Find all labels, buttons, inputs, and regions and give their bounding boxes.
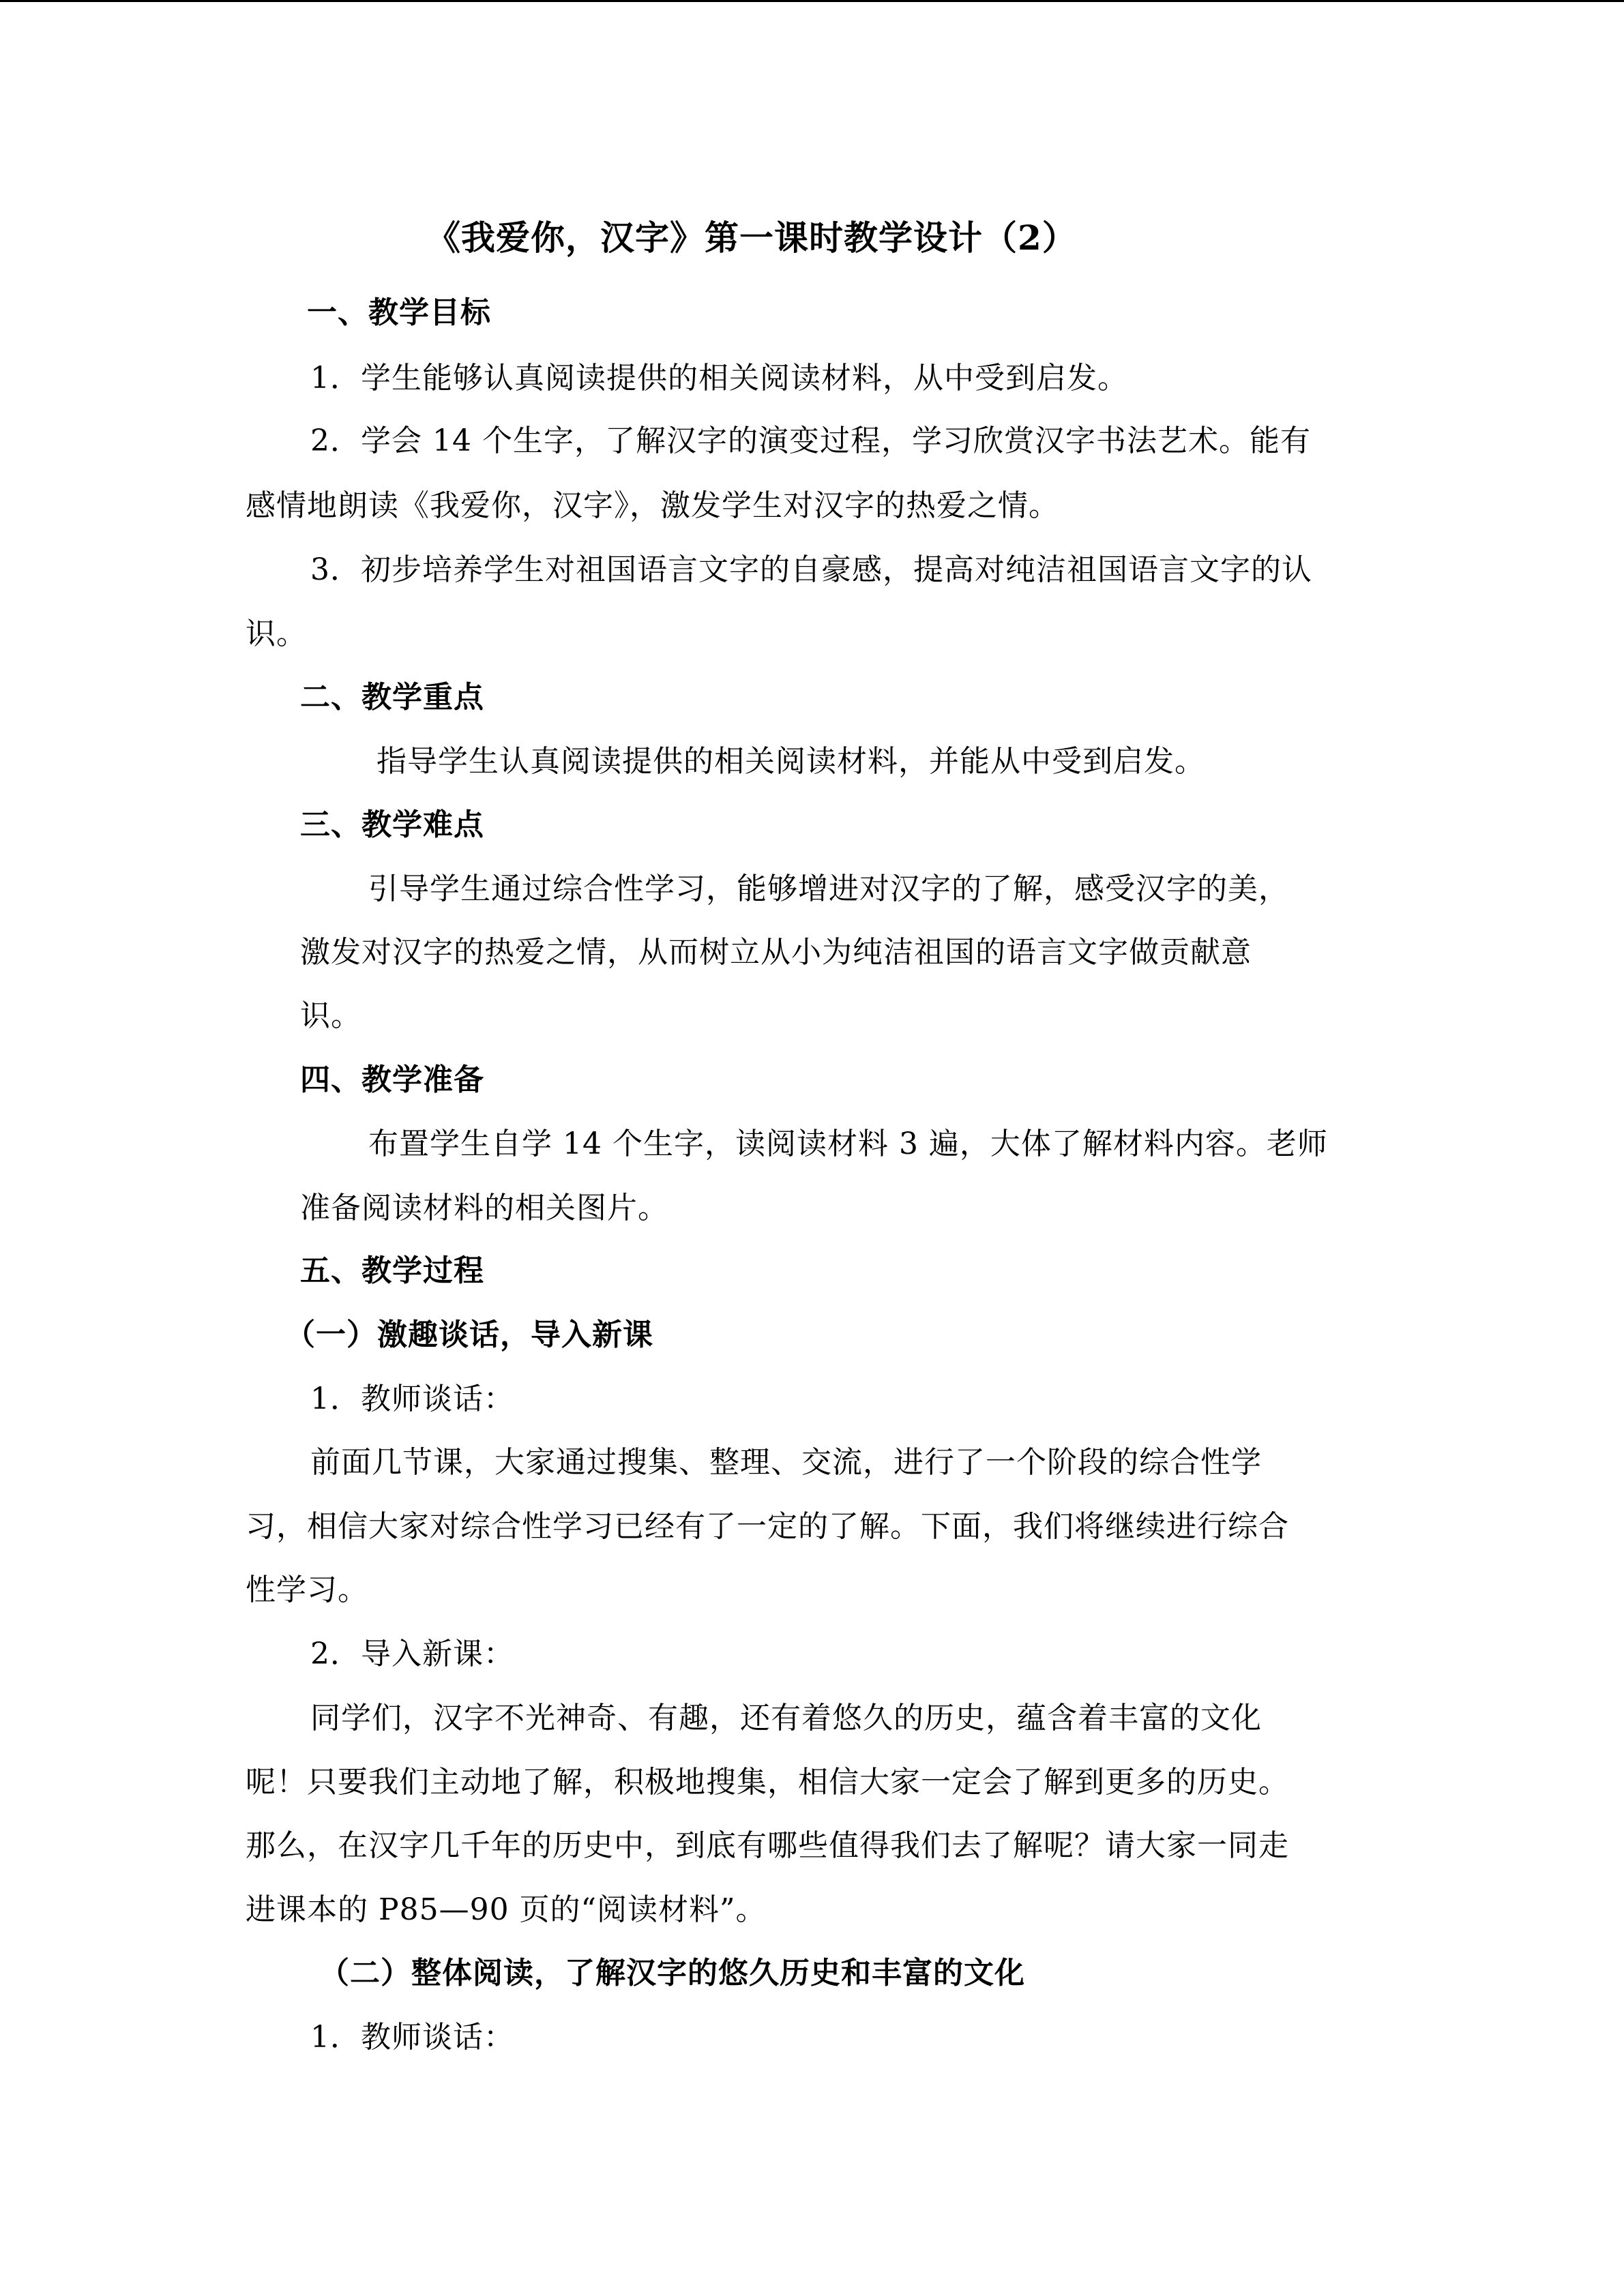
subsection-heading-1: （一）激趣谈话，导入新课 (285, 1317, 653, 1352)
process-paragraph-2-line-2: 呢！只要我们主动地了解，积极地搜集，相信大家一定会了解到更多的历史。 (246, 1765, 1289, 1800)
section-heading-process: 五、教学过程 (300, 1253, 484, 1288)
process-paragraph-1-line-1: 前面几节课，大家通过搜集、整理、交流，进行了一个阶段的综合性学 (310, 1445, 1262, 1480)
top-border-line (0, 0, 1624, 2)
objective-item-2-line-1: 2．学会 14 个生字，了解汉字的演变过程，学习欣赏汉字书法艺术。能有 (310, 423, 1311, 458)
page-title: 《我爱你，汉字》第一课时教学设计（2） (426, 218, 1077, 258)
key-points-text: 指导学生认真阅读提供的相关阅读材料，并能从中受到启发。 (377, 744, 1205, 779)
subsection-heading-2: （二）整体阅读，了解汉字的悠久历史和丰富的文化 (319, 1956, 1025, 1991)
difficulties-line-2: 激发对汉字的热爱之情，从而树立从小为纯洁祖国的语言文字做贡献意 (300, 935, 1252, 970)
process-paragraph-1-line-3: 性学习。 (246, 1572, 368, 1607)
section-heading-objectives: 一、教学目标 (307, 295, 491, 330)
objective-item-3-line-1: 3．初步培养学生对祖国语言文字的自豪感，提高对纯洁祖国语言文字的认 (310, 552, 1312, 587)
difficulties-line-3: 识。 (300, 998, 361, 1033)
process-paragraph-2-line-1: 同学们，汉字不光神奇、有趣，还有着悠久的历史，蕴含着丰富的文化 (310, 1701, 1262, 1735)
process-paragraph-2-line-4: 进课本的 P85—90 页的“阅读材料”。 (246, 1892, 767, 1927)
section-heading-key-points: 二、教学重点 (300, 680, 484, 715)
section-heading-preparation: 四、教学准备 (300, 1062, 484, 1097)
objective-item-2-line-2: 感情地朗读《我爱你，汉字》，激发学生对汉字的热爱之情。 (246, 488, 1059, 523)
process-item-1: 1．教师谈话： (310, 1382, 514, 1416)
objective-item-3-line-2: 识。 (246, 616, 307, 651)
process-item-3: 1．教师谈话： (310, 2020, 514, 2055)
preparation-line-1: 布置学生自学 14 个生字，读阅读材料 3 遍，大体了解材料内容。老师 (368, 1127, 1328, 1161)
objective-item-1: 1．学生能够认真阅读提供的相关阅读材料，从中受到启发。 (310, 361, 1128, 396)
preparation-line-2: 准备阅读材料的相关图片。 (300, 1191, 668, 1225)
process-paragraph-1-line-2: 习，相信大家对综合性学习已经有了一定的了解。下面，我们将继续进行综合 (246, 1509, 1289, 1544)
section-heading-difficulties: 三、教学难点 (300, 807, 484, 842)
process-item-2: 2．导入新课： (310, 1637, 514, 1671)
difficulties-line-1: 引导学生通过综合性学习，能够增进对汉字的了解，感受汉字的美， (368, 871, 1289, 906)
process-paragraph-2-line-3: 那么，在汉字几千年的历史中，到底有哪些值得我们去了解呢？请大家一同走 (246, 1828, 1289, 1863)
